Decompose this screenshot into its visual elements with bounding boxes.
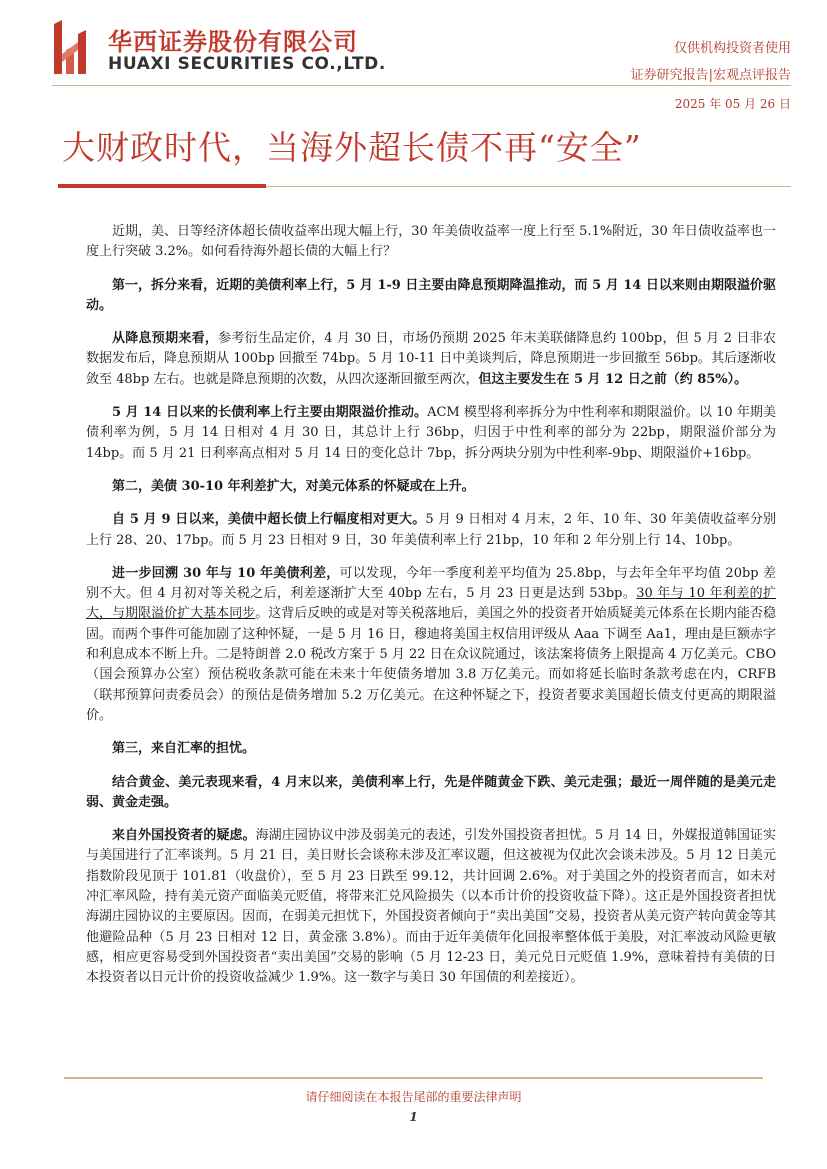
body-paragraph	[86, 477, 776, 497]
body-paragraph	[86, 276, 776, 317]
bold-text-run: 第二，美债 30-10 年利差扩大，对美元体系的怀疑或在上升。	[112, 478, 475, 494]
report-date: 2025 年 05 月 26 日	[674, 97, 791, 111]
footer-divider	[64, 1077, 763, 1079]
legal-disclaimer: 请仔细阅读在本报告尾部的重要法律声明	[305, 1090, 522, 1104]
report-title: 大财政时代，当海外超长债不再“安全”	[62, 128, 642, 167]
bold-text-run: 第三，来自汇率的担忧。	[112, 741, 256, 757]
bold-text-run: 第一，拆分来看，近期的美债利率上行，5 月 1-9 日主要由降息预期降温推动，而 5 月 14 日以来则由期限溢价驱动。	[86, 277, 776, 313]
body-paragraph	[86, 329, 776, 390]
bold-text-run: 但这主要发生在 5 月 12 日之前（约 85%）。	[478, 371, 748, 387]
text-run: 。这背后反映的或是对等关税落地后，美国之外的投资者开始质疑美元体系在长期内能否稳固。而两个事件可能加剧了这种怀疑，一是 5 月 16 日，穆迪将美国主权信用评级从 Aaa 下调至 Aa1，理由是巨额赤字和利息成本不断上升。二是特朗普 2.0 税改方案于 5 月 22 日在众议院通过，该法案将债务上限提高 4 万亿美元。CBO（国会预算办公室）预估税收条款可能在未来十年使债务增加 3.8 万亿美元。而如将延长临时条款考虑在内，CRFB（联邦预算问责委员会）的预估是债务增加 5.2 万亿美元。在这种怀疑之下，投资者要求美国超长债支付更高的期限溢价。	[86, 606, 776, 723]
huaxi-logo-icon	[52, 20, 94, 74]
text-run: 近期，美、日等经济体超长债收益率出现大幅上行，30 年美债收益率一度上行至 5.1%附近，30 年日债收益率也一度上行突破 3.2%。如何看待海外超长债的大幅上行？	[86, 224, 776, 260]
text-run: 参考衍生品定价，4 月 30 日，市场仍预期 2025 年末美联储降息约 100bp，但 5 月 2 日非农数据发布后，降息预期从 100bp 回撤至 74bp。5 月 10-11 日中美谈判后，降息预期进一步回撤至 56bp。其后逐渐收敛至 48bp 左右。也就是降息预期的次数，从四次逐渐回撤至两次，	[86, 331, 776, 387]
page-number: 1	[409, 1110, 418, 1124]
bold-text-run: 5 月 14 日以来的长债利率上行主要由期限溢价推动。	[112, 405, 428, 421]
bold-text-run: 进一步回溯 30 年与 10 年美债利差，	[112, 565, 340, 581]
text-run: 可以发现，今年一季度利差平均值为 25.8bp，与去年全年平均值 20bp 差别不大。但 4 月初对等关税之后，利差逐渐扩大至 40bp 左右，5 月 23 日更是达到 53bp。	[86, 565, 776, 602]
body-paragraph	[86, 739, 776, 759]
bold-text-run: 来自外国投资者的疑虑。	[112, 828, 256, 844]
report-type-tag: 证券研究报告|宏观点评报告	[630, 68, 791, 83]
body-paragraph	[86, 826, 776, 988]
bold-text-run: 从降息预期来看，	[112, 331, 219, 347]
report-body	[86, 222, 776, 1002]
text-run: 30 年与 10 年利差的扩大，与期限溢价扩大基本同步	[86, 586, 777, 622]
header-divider	[52, 85, 791, 86]
company-name-en: HUAXI SECURITIES CO.,LTD.	[108, 54, 386, 74]
body-paragraph	[86, 510, 776, 551]
company-name-cn: 华西证券股份有限公司	[108, 27, 358, 56]
text-run: 海湖庄园协议中涉及弱美元的表述，引发外国投资者担忧。5 月 14 日，外媒报道韩国证实与美国进行了汇率谈判。5 月 21 日，美日财长会谈称未涉及汇率议题，但这被视为仅此次会谈未涉及。5 月 12 日美元指数阶段见顶于 101.81（收盘价），至 5 月 23 日跌至 99.12，共计回调 2.6%。对于美国之外的投资者而言，如未对冲汇率风险，持有美元资产面临美元贬值，将带来汇兑风险损失（以本币计价的投资收益下降）。这正是外国投资者担忧海湖庄园协议的主要原因。因而，在弱美元担忧下，外国投资者倾向于“卖出美国”交易，投资者从美元资产转向黄金等其他避险品种（5 月 23 日相对 12 日，黄金涨 3.8%）。而由于近年美债年化回报率整体低于美股，对汇率波动风险更敏感，相应更容易受到外国投资者“卖出美国”交易的影响（5 月 12-23 日，美元兑日元贬值 1.9%，意味着持有美债的日本投资者以日元计价的投资收益减少 1.9%。这一数字与美日 30 年国债的利差接近）。	[86, 828, 776, 986]
audience-tag: 仅供机构投资者使用	[673, 41, 791, 56]
body-paragraph	[86, 564, 776, 726]
bold-text-run: 结合黄金、美元表现来看，4 月末以来，美债利率上行，先是伴随黄金下跌、美元走强；最近一周伴随的是美元走弱、黄金走强。	[86, 774, 776, 810]
bold-text-run: 自 5 月 9 日以来，美债中超长债上行幅度相对更大。	[112, 512, 426, 528]
text-run: 5 月 9 日相对 4 月末，2 年、10 年、30 年美债收益率分别上行 28、20、17bp。而 5 月 23 日相对 9 日，30 年美债利率上行 21bp，10 年和 2 年分别上行 14、10bp。	[86, 512, 776, 548]
body-paragraph	[86, 773, 776, 814]
body-paragraph	[86, 403, 776, 464]
text-run: ACM 模型将利率拆分为中性利率和期限溢价。以 10 年期美债利率为例，5 月 14 日相对 4 月 30 日，其总计上行 36bp，归因于中性利率的部分为 22bp，期限溢价部分为 14bp。而 5 月 21 日利率高点相对 5 月 14 日的变化总计 7bp，拆分两块分别为中性利率-9bp、期限溢价+16bp。	[86, 405, 776, 461]
body-paragraph	[86, 222, 776, 263]
title-accent-bar	[58, 184, 266, 188]
title-divider	[266, 186, 791, 187]
